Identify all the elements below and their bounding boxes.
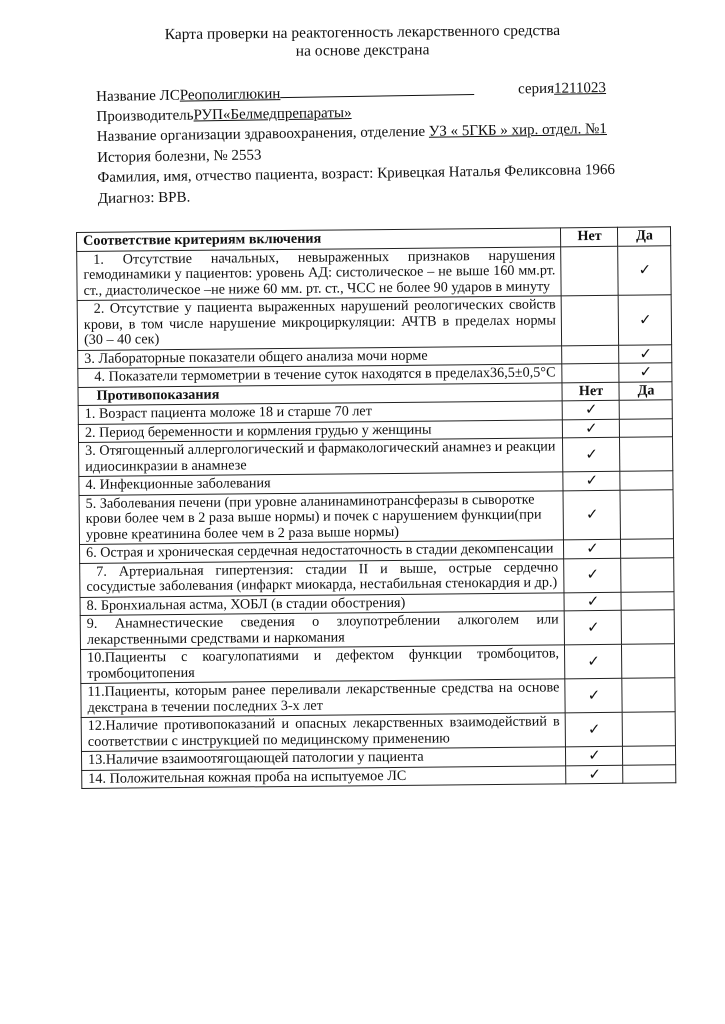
col-yes-header: Да [617,227,670,246]
series-value: 1211023 [553,79,607,97]
contra-13-text: 13.Наличие взаимоотягощающей патологии у пациента [81,747,565,770]
history-line: История болезни, № 2553 [96,146,262,166]
patient-line: Фамилия, имя, отчество пациента, возраст: Кривецкая Наталья Феликсовна 1966 [97,161,616,186]
inclusion-header: Соответствие критериям включения [77,228,561,251]
criteria-table [76,226,676,789]
contra-2-yes [619,418,672,437]
table-row [79,489,673,544]
contra-10-text: 10.Пациенты с коагулопатиями и дефектом функции тромбоцитов, тромбоцитопения [81,645,565,684]
contra-4-no-check-icon: ✓ [563,471,620,490]
contra-9-text: 9. Анамнестические сведения о злоупотреблении алкоголем или лекарственными средствами и наркомания [80,611,564,650]
table-row [80,610,674,650]
contra-2-text: 2. Период беременности и кормления грудью у женщины [78,419,562,442]
contra-header: Противопоказания [78,382,562,405]
contra-1-no-check-icon: ✓ [562,400,619,419]
contra-3-no-check-icon: ✓ [562,437,619,472]
contra-10-yes [621,644,674,679]
contra-8-no-check-icon: ✓ [564,592,621,611]
diagnosis-line: Диагноз: ВРВ. [97,189,191,207]
contra-12-text: 12.Наличие противопоказаний и опасных лекарственных взаимодействий в соответствии с инструкцией по медицинскому применению [81,713,565,752]
table-row [81,644,675,684]
contra-5-yes [620,489,673,539]
contra-12-no-check-icon: ✓ [565,712,622,747]
col-yes-header-2: Да [619,381,672,400]
contra-11-no-check-icon: ✓ [565,678,622,713]
col-no-header: Нет [560,227,617,246]
contra-13-yes [622,746,675,765]
contra-4-yes [620,471,673,490]
inclusion-1-yes-check-icon: ✓ [618,245,671,295]
series-field [518,78,606,100]
contra-6-text: 6. Острая и хроническая сердечная недостаточность в стадии декомпенсации [79,540,563,563]
contra-4-text: 4. Инфекционные заболевания [79,472,563,495]
drug-blank-line [280,80,474,98]
contra-1-yes [619,400,672,419]
contra-10-no-check-icon: ✓ [564,644,621,679]
organization-value: УЗ « 5ГКБ » хир. отдел. №1 [428,120,607,140]
table-row [81,678,675,718]
inclusion-4-yes-check-icon: ✓ [619,363,672,382]
contra-9-no-check-icon: ✓ [564,610,621,645]
title-line-2: на основе декстрана [295,41,430,60]
manufacturer-label: Производитель [96,106,194,125]
contra-11-text: 11.Пациенты, которым ранее переливали лекарственные средства на основе декстрана в течении последних 3-х лет [81,679,565,718]
table-row [79,437,673,477]
organization-label: Название организации здравоохранения, отделение [96,123,429,145]
contra-8-yes [621,591,674,610]
inclusion-2-text: 2. Отсутствие у пациента выраженных нарушений реологических свойств крови, в том числе нарушение микроциркуляции: АЧТВ в пределах нормы (30 – 40 сек) [77,296,561,350]
table-row [80,557,674,597]
table-row [77,245,671,300]
inclusion-3-text: 3. Лабораторные показатели общего анализа мочи норме [78,345,562,368]
contra-2-no-check-icon: ✓ [562,419,619,438]
series-label: серия [517,80,555,98]
inclusion-3-no [562,345,619,364]
contra-3-yes [619,437,672,472]
inclusion-4-text: 4. Показатели термометрии в течение суток находятся в пределах36,5±0,5°С [78,364,562,387]
drug-value: Реополиглюкин [179,86,281,104]
contra-12-yes [622,712,675,747]
contra-13-no-check-icon: ✓ [565,746,622,765]
contra-1-text: 1. Возраст пациента моложе 18 и старше 70 лет [78,401,562,424]
table-row [81,712,675,752]
contra-7-text: 7. Артериальная гипертензия: стадии II и выше, острые сердечно сосудистые заболевания (инфаркт миокарда, нестабильная стенокардия и др.) [80,558,564,597]
contra-9-yes [621,610,674,645]
inclusion-1-text: 1. Отсутствие начальных, невыраженных признаков нарушения гемодинамики у пациентов: уровень АД: систолическое – не выше 160 мм.рт. ст., диастолическое –не ниже 60 мм. рт. ст., ЧСС не более 90 ударов в минуту [77,246,561,300]
drug-label: Название ЛС [96,87,180,105]
contra-6-yes [620,539,673,558]
contra-5-text: 5. Заболевания печени (при уровне аланинаминотрансферазы в сыворотке крови более чем в 2 раза выше нормы) и почек с нарушением функции(при уровне креатинина более чем в 2 раза выше нормы) [79,490,563,544]
inclusion-1-no [561,246,618,296]
inclusion-2-yes-check-icon: ✓ [618,295,671,345]
contra-7-no-check-icon: ✓ [564,558,621,593]
header-fields [96,77,688,209]
col-no-header-2: Нет [562,382,619,401]
title-line-1: Карта проверки на реактогенность лекарственного средства [164,21,561,44]
contra-11-yes [622,678,675,713]
contra-3-text: 3. Отягощенный аллергологический и фармакологический анамнез и реакции идиосинкразии в анамнезе [79,438,563,477]
table-row [77,295,671,350]
inclusion-2-no [561,295,618,345]
document-title [0,20,725,64]
contra-7-yes [621,557,674,592]
contra-14-yes [623,764,676,783]
contra-8-text: 8. Бронхиальная астма, ХОБЛ (в стадии обострения) [80,592,564,615]
contra-5-no-check-icon: ✓ [563,490,620,540]
contra-14-text: 14. Положительная кожная проба на испытуемое ЛС [82,765,566,788]
contra-14-no-check-icon: ✓ [566,765,623,784]
inclusion-4-no [562,363,619,382]
manufacturer-value: РУП«Белмедпрепараты» [193,104,352,123]
contra-6-no-check-icon: ✓ [563,539,620,558]
inclusion-3-yes-check-icon: ✓ [619,344,672,363]
